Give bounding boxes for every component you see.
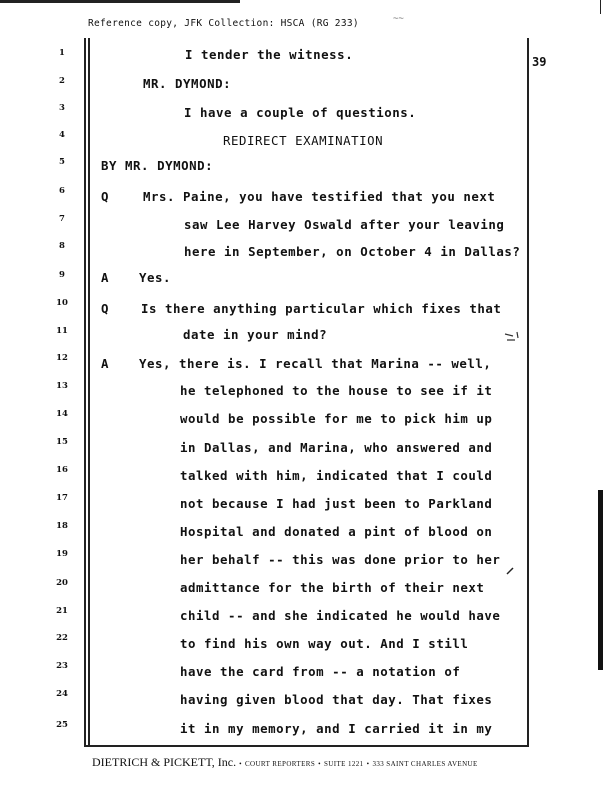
transcript-line: I have a couple of questions. (184, 105, 417, 120)
line-number: 19 (56, 549, 68, 559)
line-number: 11 (56, 326, 68, 336)
line-number: 20 (56, 578, 68, 588)
line-number: 22 (56, 633, 68, 643)
transcript-line: her behalf -- this was done prior to her (180, 552, 501, 567)
firm-name: DIETRICH & PICKETT, Inc. (92, 755, 237, 769)
line-number: 24 (56, 689, 68, 699)
suite-label: SUITE 1221 (324, 760, 364, 768)
line-number: 10 (56, 298, 68, 308)
speaker-marker-question: Q (101, 189, 110, 204)
line-number: 15 (56, 437, 68, 447)
footer-separator: • (366, 760, 370, 768)
line-number: 12 (56, 353, 68, 363)
line-number: 13 (56, 381, 68, 391)
transcript-line: Hospital and donated a pint of blood on (180, 524, 493, 539)
transcript-line: BY MR. DYMOND: (101, 158, 214, 173)
transcript-line: not because I had just been to Parkland (180, 496, 493, 511)
transcript-line: admittance for the birth of their next (180, 580, 485, 595)
pen-tick-mark (506, 566, 516, 576)
transcript-line: date in your mind? (183, 327, 328, 342)
header-smudge: ~~ (393, 14, 404, 24)
right-edge-mark (600, 0, 601, 14)
transcript-line: it in my memory, and I carried it in my (180, 721, 493, 736)
transcript-line: saw Lee Harvey Oswald after your leaving (184, 217, 505, 232)
left-margin-rule-inner (88, 38, 90, 746)
footer-separator: • (318, 760, 321, 768)
reference-header: Reference copy, JFK Collection: HSCA (RG 233) (88, 18, 359, 29)
line-number: 7 (59, 214, 65, 224)
line-number: 9 (59, 270, 65, 280)
transcript-line: Is there anything particular which fixes that (141, 301, 502, 316)
line-number: 17 (56, 493, 68, 503)
line-number: 8 (59, 241, 65, 251)
top-edge-mark (0, 0, 240, 3)
transcript-line: having given blood that day. That fixes (180, 692, 493, 707)
page-number: 39 (532, 55, 547, 69)
transcript-line: have the card from -- a notation of (180, 664, 461, 679)
line-number: 2 (59, 76, 65, 86)
bottom-rule (84, 745, 529, 747)
line-number: 14 (56, 409, 68, 419)
line-number: 5 (59, 157, 65, 167)
transcript-line: to find his own way out. And I still (180, 636, 469, 651)
section-heading: REDIRECT EXAMINATION (223, 133, 384, 148)
street-address: 333 SAINT CHARLES AVENUE (372, 760, 478, 768)
line-number: 3 (59, 103, 65, 113)
line-number: 16 (56, 465, 68, 475)
court-reporters-label: COURT REPORTERS (244, 760, 316, 768)
left-margin-rule-outer (84, 38, 86, 746)
reporter-footer (92, 755, 478, 770)
right-margin-rule (527, 38, 529, 746)
line-number: 6 (59, 186, 65, 196)
transcript-line: Mrs. Paine, you have testified that you next (143, 189, 496, 204)
line-number: 4 (59, 130, 65, 140)
transcript-line: MR. DYMOND: (143, 76, 232, 91)
transcript-line: Yes. (139, 270, 172, 285)
speaker-marker-question: Q (101, 301, 110, 316)
scan-edge-shadow (598, 490, 603, 670)
line-number: 1 (59, 48, 65, 58)
line-number: 21 (56, 606, 68, 616)
transcript-line: would be possible for me to pick him up (180, 411, 493, 426)
speaker-marker-answer: A (101, 356, 110, 371)
transcript-line: I tender the witness. (185, 47, 354, 62)
speaker-marker-answer: A (101, 270, 110, 285)
line-number: 25 (56, 720, 68, 730)
footer-separator: • (239, 760, 242, 768)
transcript-line: in Dallas, and Marina, who answered and (180, 440, 493, 455)
transcript-line: talked with him, indicated that I could (180, 468, 493, 483)
transcript-line: child -- and she indicated he would have (180, 608, 501, 623)
line-number: 18 (56, 521, 68, 531)
margin-scribble-mark (503, 328, 523, 348)
transcript-line: he telephoned to the house to see if it (180, 383, 493, 398)
line-number: 23 (56, 661, 68, 671)
transcript-line: here in September, on October 4 in Dallas? (184, 244, 521, 259)
transcript-line: Yes, there is. I recall that Marina -- well, (139, 356, 492, 371)
